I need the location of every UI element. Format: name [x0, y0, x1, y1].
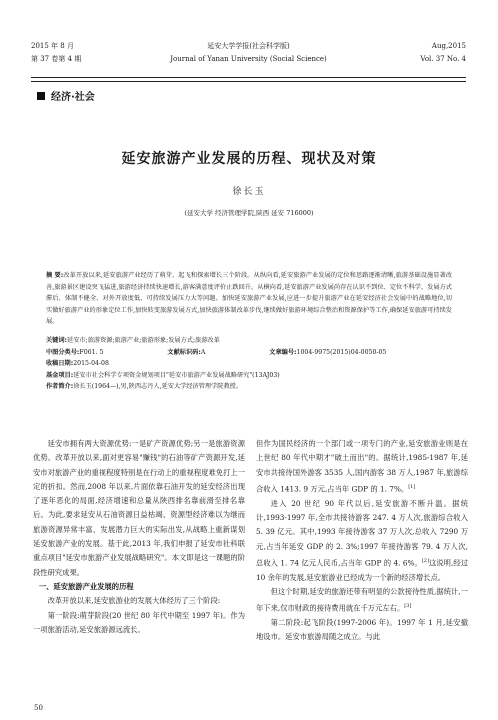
- keywords-text: 延安市;旅游资源;旅游产业;旅游形象;发展方式;旅游改革: [67, 337, 220, 344]
- section-label: [37, 88, 95, 103]
- author-affiliation: (延安大学 经济管理学院,陕西 延安 716000): [184, 209, 314, 217]
- header-center: [31, 40, 466, 66]
- abstract: [46, 270, 452, 328]
- article-no-value: 1004-9975(2015)04-0050-05: [296, 348, 387, 356]
- fund-info: [46, 370, 452, 382]
- fund-label: 基金项目:: [46, 371, 74, 379]
- paragraph-text: 这说明,经过 10 余年的发展,延安旅游业已经成为一个新的经济增长点。: [256, 558, 468, 582]
- abstract-text: 改革开放以来,延安旅游产业经历了萌芽、起飞和探索增长三个阶段。从纵向看,延安旅游产业发展的定位和思路逐渐清晰,旅游基础设施显著改善,旅游景区建设突飞猛进,旅游经济持续快速增长,游客满意度评价止跌回升。从横向看,延安旅游产业发展尚存在认识不到位、定位不科学、发展方式滞后、体制不健全、对外开放度低、可持续发展压力大等问题。加快延安旅游产业发展,应进一步提升旅游产业在延安经济社会发展中的战略地位,切实做好旅游产业的形象定位工作,加快转变旅游发展方式,加快旅游体制改革步伐,继续做好旅游环境综合整治和资源保护等工作,确保延安旅游可持续发展。: [46, 272, 452, 325]
- metadata-block: [46, 335, 452, 393]
- body-column-right: [256, 437, 468, 644]
- square-bullet-icon: [37, 92, 45, 100]
- fund-value: 延安市社会科学专项资金规划项目"延安市旅游产业发展战略研究"(13AJ03): [73, 371, 280, 379]
- citation-ref: [3]: [404, 603, 412, 610]
- article-no-label: 文章编号:: [269, 348, 297, 356]
- header-issue-date: 2015 年 8 月: [31, 42, 74, 50]
- page-number: 50: [34, 704, 43, 712]
- author-bio-label: 作者简介:: [46, 383, 74, 390]
- journal-name-en: Journal of Yanan University (Social Science): [170, 55, 327, 63]
- paragraph-text: 但作为国民经济的一个部门或一项专门的产业,延安旅游业则是在上世纪 80 年代中期才"破土而出"的。据统计,1985-1987 年,延安市共接待国外游客 3535 人,国内游客 38 万人,1987 年,旅游综合收入 1413. 9 万元,占当年 GDP 的 1. 7%。: [256, 439, 468, 494]
- citation-ref: [2]: [421, 557, 429, 564]
- section-label-text: 经济·社会: [51, 92, 95, 103]
- body-paragraph: 第一阶段:萌芽阶段(20 世纪 80 年代中期至 1997 年)。作为一项旅游活动,延安旅游源远流长。: [33, 610, 245, 634]
- body-paragraph: 延安市拥有两大资源优势:一是矿产资源优势;另一是旅游资源优势。改革开放以来,面对更容易"赚钱"的石油等矿产资源开发,延安市对旅游产业的重视程度特别是在行动上的重视程度难免打上一定的折扣。然而,2008 年以来,片面依靠石油开发的延安经济出现了逐年恶化的局面,经济增速和总量从陕西排名靠前滑至排名靠后。为此,要求延安从石油资源日益枯竭、资源型经济难以为继而旅游资源异常丰富、发展潜力巨大的实际出发,从战略上重新谋划延安旅游产业的发展。基于此,2013 年,我们申报了延安市社科联重点项目"延安市旅游产业发展战略研究"。本文即是这一课题的阶段性研究成果。: [33, 439, 245, 577]
- journal-name-cn: 延安大学学报(社会科学版): [207, 42, 290, 50]
- header-volume: 第 37 卷第 4 期: [31, 55, 82, 63]
- body-paragraph: [256, 497, 468, 585]
- received-label: 收稿日期:: [46, 360, 74, 367]
- header-volume-en: Vol. 37 No. 4: [420, 55, 466, 63]
- paper-title: 延安旅游产业发展的历程、现状及对策: [121, 151, 377, 167]
- header-rule-thin: [31, 81, 466, 82]
- header-date-en: Aug,2015: [431, 42, 466, 50]
- clc-value: F061. 5: [79, 348, 104, 356]
- body-paragraph: 第二阶段:起飞阶段(1997-2006 年)。1997 年 1 月,延安撤地设市。延安市旅游局随之成立。与此: [256, 617, 468, 642]
- author-name: 徐长玉: [232, 187, 266, 197]
- running-header: [31, 40, 466, 76]
- header-right: [420, 40, 466, 66]
- citation-ref: [1]: [408, 483, 416, 490]
- body-column-left: [33, 437, 245, 637]
- received-date: [46, 358, 452, 370]
- abstract-label: 摘 要:: [46, 272, 64, 279]
- body-paragraph: [256, 585, 468, 616]
- doc-code-label: 文献标识码:: [167, 348, 201, 356]
- paragraph-text: 进入 20 世纪 90 年代以后,延安旅游不断升温。据统计,1993-1997 年,全市共接待游客 247. 4 万人次,旅游综合收入 5. 39 亿元。其中,1993 年接待游客 37 万人次,总收入 7290 万元,占当年延安 GDP 的 2. 3%;1997 年接待游客 79. 4 万人次,总收入 1. 74 亿元人民币,占当年 GDP 的 4. 6%。: [256, 498, 468, 568]
- header-rule-thick: [31, 77, 466, 78]
- author-bio-value: 徐长玉(1964—),男,陕西志丹人,延安大学经济管理学院教授。: [73, 383, 243, 390]
- body-paragraph: [256, 437, 468, 497]
- section-heading: 一、延安旅游产业发展的历程: [38, 581, 134, 591]
- classification-row: [46, 347, 452, 359]
- keywords-label: 关键词:: [46, 337, 68, 344]
- received-value: 2015-04-08: [73, 360, 109, 367]
- clc-label: 中图分类号:: [46, 348, 80, 356]
- body-paragraph: 改革开放以来,延安旅游业的发展大体经历了三个阶段:: [47, 596, 221, 606]
- keywords: [46, 335, 452, 347]
- author-bio: [46, 381, 452, 393]
- doc-code-value: A: [200, 348, 206, 356]
- paragraph-text: 但这个时期,延安的旅游还带有明显的公款接待性质,据统计,一年下来,仅市财政的接待费用就在千万元左右。: [256, 586, 468, 613]
